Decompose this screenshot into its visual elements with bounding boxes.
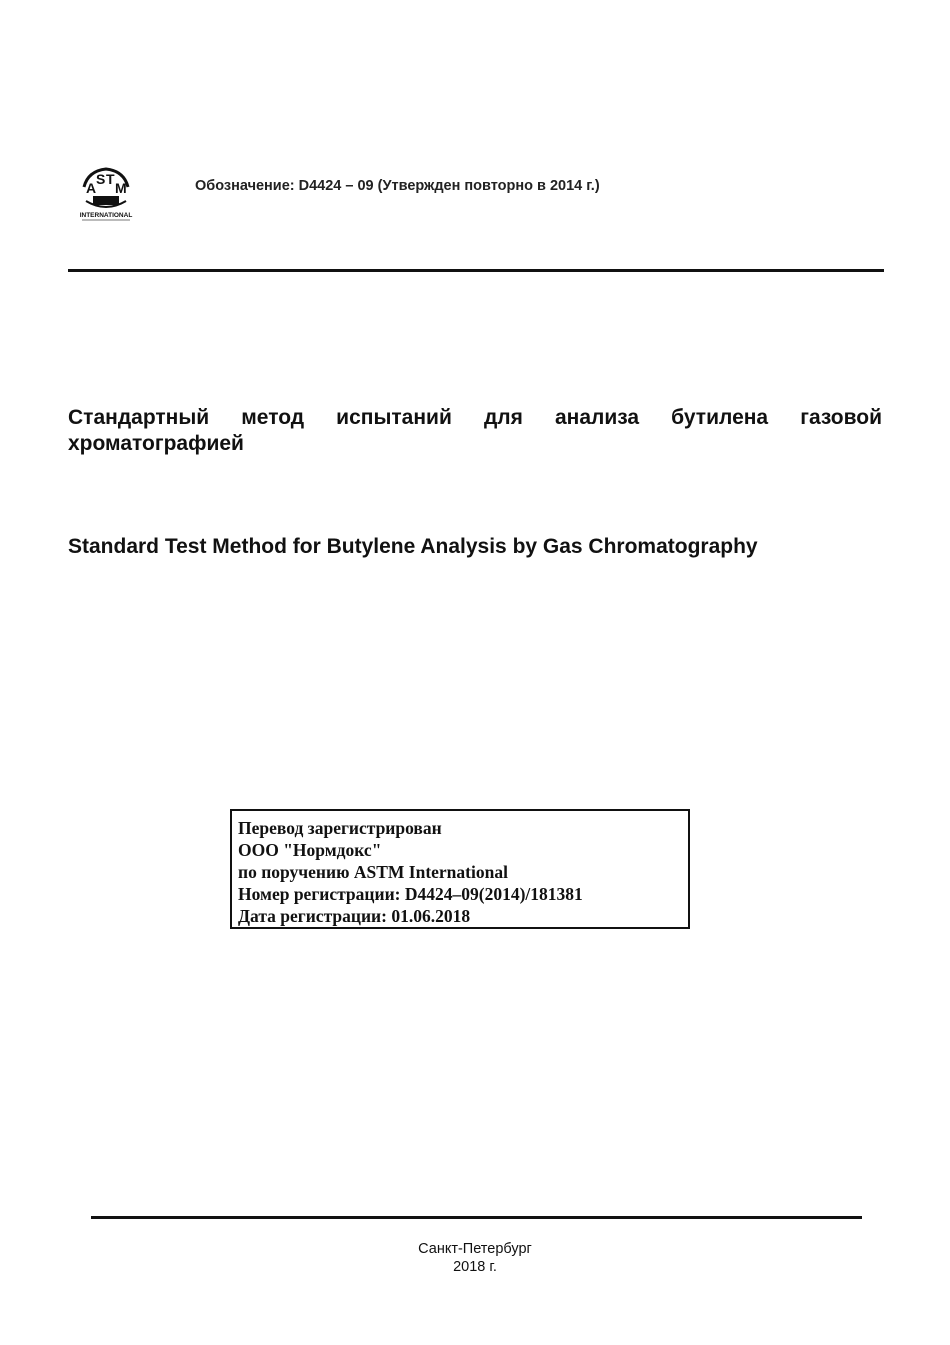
stamp-line-registration-number: Номер регистрации: D4424–09(2014)/181381	[238, 884, 583, 904]
stamp-line-commission: по поручению ASTM International	[238, 862, 508, 882]
document-title-english: Standard Test Method for Butylene Analysis by Gas Chromatography	[68, 535, 758, 558]
svg-text:M: M	[115, 180, 127, 196]
svg-text:T: T	[106, 171, 115, 187]
svg-text:INTERNATIONAL: INTERNATIONAL	[79, 212, 133, 219]
footer-city: Санкт-Петербург	[418, 1241, 532, 1257]
svg-text:A: A	[86, 180, 97, 196]
svg-text:S: S	[96, 171, 106, 187]
document-designation: Обозначение: D4424 – 09 (Утвержден повторно в 2014 г.)	[195, 178, 600, 194]
document-title-russian: Стандартный метод испытаний для анализа бутилена газовой хроматографией	[68, 406, 882, 455]
registration-stamp	[230, 809, 690, 929]
stamp-line-registration-date: Дата регистрации: 01.06.2018	[238, 906, 471, 926]
stamp-line-organization: ООО "Нормдокс"	[238, 840, 382, 860]
astm-logo-icon	[78, 165, 134, 223]
stamp-line-translation: Перевод зарегистрирован	[238, 818, 442, 838]
footer-divider	[91, 1216, 862, 1219]
header-divider	[68, 269, 884, 272]
footer-year: 2018 г.	[453, 1259, 497, 1275]
